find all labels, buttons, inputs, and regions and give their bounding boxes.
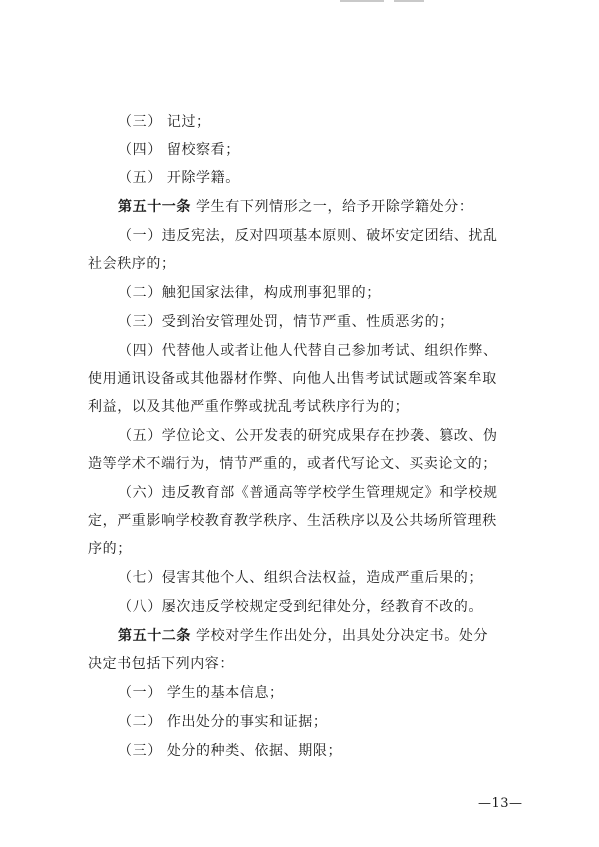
article-52-title: 第五十二条 <box>118 628 191 644</box>
clause-1-continued: 社会秩序的； <box>88 256 176 272</box>
list-item-si: （四） 留校察看； <box>118 142 240 158</box>
page-number: —13— <box>478 796 523 811</box>
article-52-intro: 学校对学生作出处分，出具处分决定书。处分 <box>191 628 489 644</box>
clause-5-continued: 造等学术不端行为，情节严重的，或者代写论文、买卖论文的； <box>88 456 497 472</box>
clause-4-continued-1: 使用通讯设备或其他器材作弊、向他人出售考试试题或答案牟取 <box>88 371 497 387</box>
article-51-title: 第五十一条 <box>118 199 191 215</box>
clause-6-continued-2: 序的； <box>88 541 132 557</box>
article-51 <box>118 199 528 215</box>
article-52-continued: 决定书包括下列内容： <box>88 656 234 672</box>
content-item-2: （二） 作出处分的事实和证据； <box>118 714 328 730</box>
clause-7: （七）侵害其他个人、组织合法权益，造成严重后果的； <box>118 570 483 586</box>
content-item-3: （三） 处分的种类、依据、期限； <box>118 743 343 759</box>
clause-5: （五）学位论文、公开发表的研究成果存在抄袭、篡改、伪 <box>118 428 498 444</box>
clause-8: （八）屡次违反学校规定受到纪律处分，经教育不改的。 <box>118 599 483 615</box>
document-body <box>88 114 528 759</box>
header-scan-mark <box>340 0 460 3</box>
clause-3: （三）受到治安管理处罚，情节严重、性质恶劣的； <box>118 314 454 330</box>
article-52 <box>118 628 528 644</box>
clause-6: （六）违反教育部《普通高等学校学生管理规定》和学校规 <box>118 485 498 501</box>
clause-4-continued-2: 利益，以及其他严重作弊或扰乱考试秩序行为的； <box>88 399 410 415</box>
list-item-wu: （五） 开除学籍。 <box>118 170 240 186</box>
clause-2: （二）触犯国家法律，构成刑事犯罪的； <box>118 285 381 301</box>
article-51-intro: 学生有下列情形之一，给予开除学籍处分： <box>191 199 474 215</box>
clause-6-continued-1: 定，严重影响学校教育教学秩序、生活秩序以及公共场所管理秩 <box>88 513 497 529</box>
list-item-san: （三） 记过； <box>118 114 211 130</box>
clause-1: （一）违反宪法，反对四项基本原则、破坏安定团结、扰乱 <box>118 228 498 244</box>
clause-4: （四）代替他人或者让他人代替自己参加考试、组织作弊、 <box>118 343 498 359</box>
content-item-1: （一） 学生的基本信息； <box>118 685 284 701</box>
